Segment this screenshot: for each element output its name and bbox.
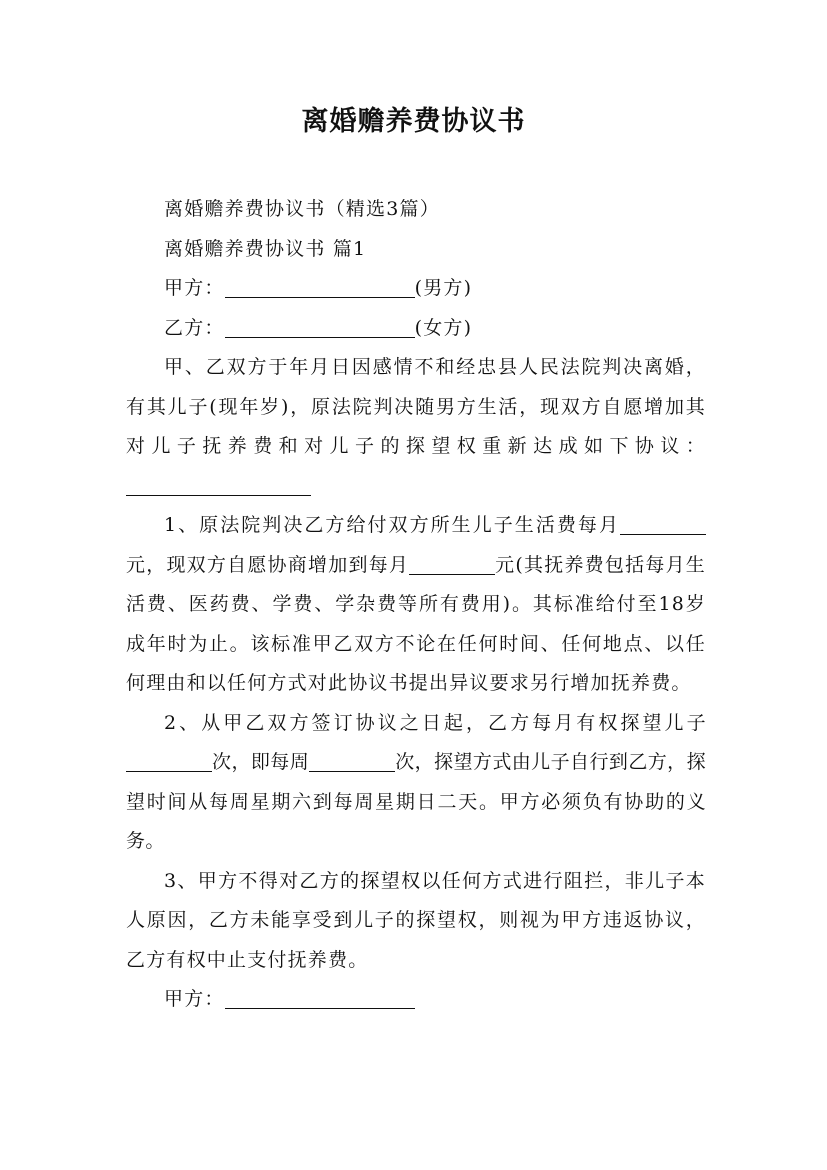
subtitle-line: 离婚赡养费协议书（精选3篇） bbox=[164, 198, 440, 220]
party-b-line bbox=[126, 309, 706, 349]
intro-paragraph bbox=[126, 348, 706, 506]
clause-3-paragraph: 3、甲方不得对乙方的探望权以任何方式进行阻拦，非儿子本人原因，乙方未能享受到儿子的探望权，则视为甲方违返协议，乙方有权中止支付抚养费。 bbox=[126, 869, 706, 971]
party-a-blank bbox=[225, 278, 415, 298]
party-b-note: (女方) bbox=[414, 316, 473, 339]
clause-2-blank-1 bbox=[126, 752, 212, 772]
party-a-label: 甲方： bbox=[164, 277, 225, 299]
party-b-blank bbox=[225, 318, 415, 338]
signature-line bbox=[126, 980, 706, 1020]
clause-2-paragraph bbox=[126, 704, 706, 862]
signature-label: 甲方： bbox=[164, 988, 225, 1010]
clause-1-part-1: 1、原法院判决乙方给付双方所生儿子生活费每月 bbox=[164, 514, 620, 536]
clause-2-part-1: 2、从甲乙双方签订协议之日起，乙方每月有权探望儿子 bbox=[164, 711, 706, 734]
party-a-line bbox=[126, 269, 706, 309]
signature-blank bbox=[225, 989, 415, 1009]
party-b-label: 乙方： bbox=[164, 316, 225, 339]
document-title: 离婚赡养费协议书 bbox=[301, 106, 526, 137]
clause-1-part-3: 元(其抚养费包括每月生活费、医药费、学费、学杂费等所有费用)。其标准给付至18岁成年时为止。该标准甲乙双方不论在任何时间、任何地点、以任何理由和以任何方式对此协议书提出异议要求另行增加抚养费。 bbox=[126, 553, 706, 694]
intro-blank bbox=[126, 476, 311, 496]
clause-2-blank-2 bbox=[309, 752, 395, 772]
intro-text: 甲、乙双方于年月日因感情不和经忠县人民法院判决离婚，有其儿子(现年岁)，原法院判决随男方生活，现双方自愿增加其对儿子抚养费和对儿子的探望权重新达成如下协议： bbox=[126, 356, 706, 457]
party-a-note: (男方) bbox=[414, 277, 473, 299]
clause-2-part-2: 次，即每周 bbox=[212, 751, 310, 773]
section-heading: 离婚赡养费协议书 篇1 bbox=[164, 237, 367, 260]
clause-1-part-2: 元，现双方自愿协商增加到每月 bbox=[126, 553, 410, 576]
clause-1-paragraph bbox=[126, 506, 706, 704]
clause-1-blank-2 bbox=[409, 555, 495, 575]
clause-2-part-3: 次，探望方式由儿子自行到乙方，探望时间从每周星期六到每周星期日二天。甲方必须负有协助的义务。 bbox=[126, 751, 706, 852]
document-body bbox=[126, 190, 706, 1020]
clause-1-blank-1 bbox=[620, 515, 706, 535]
